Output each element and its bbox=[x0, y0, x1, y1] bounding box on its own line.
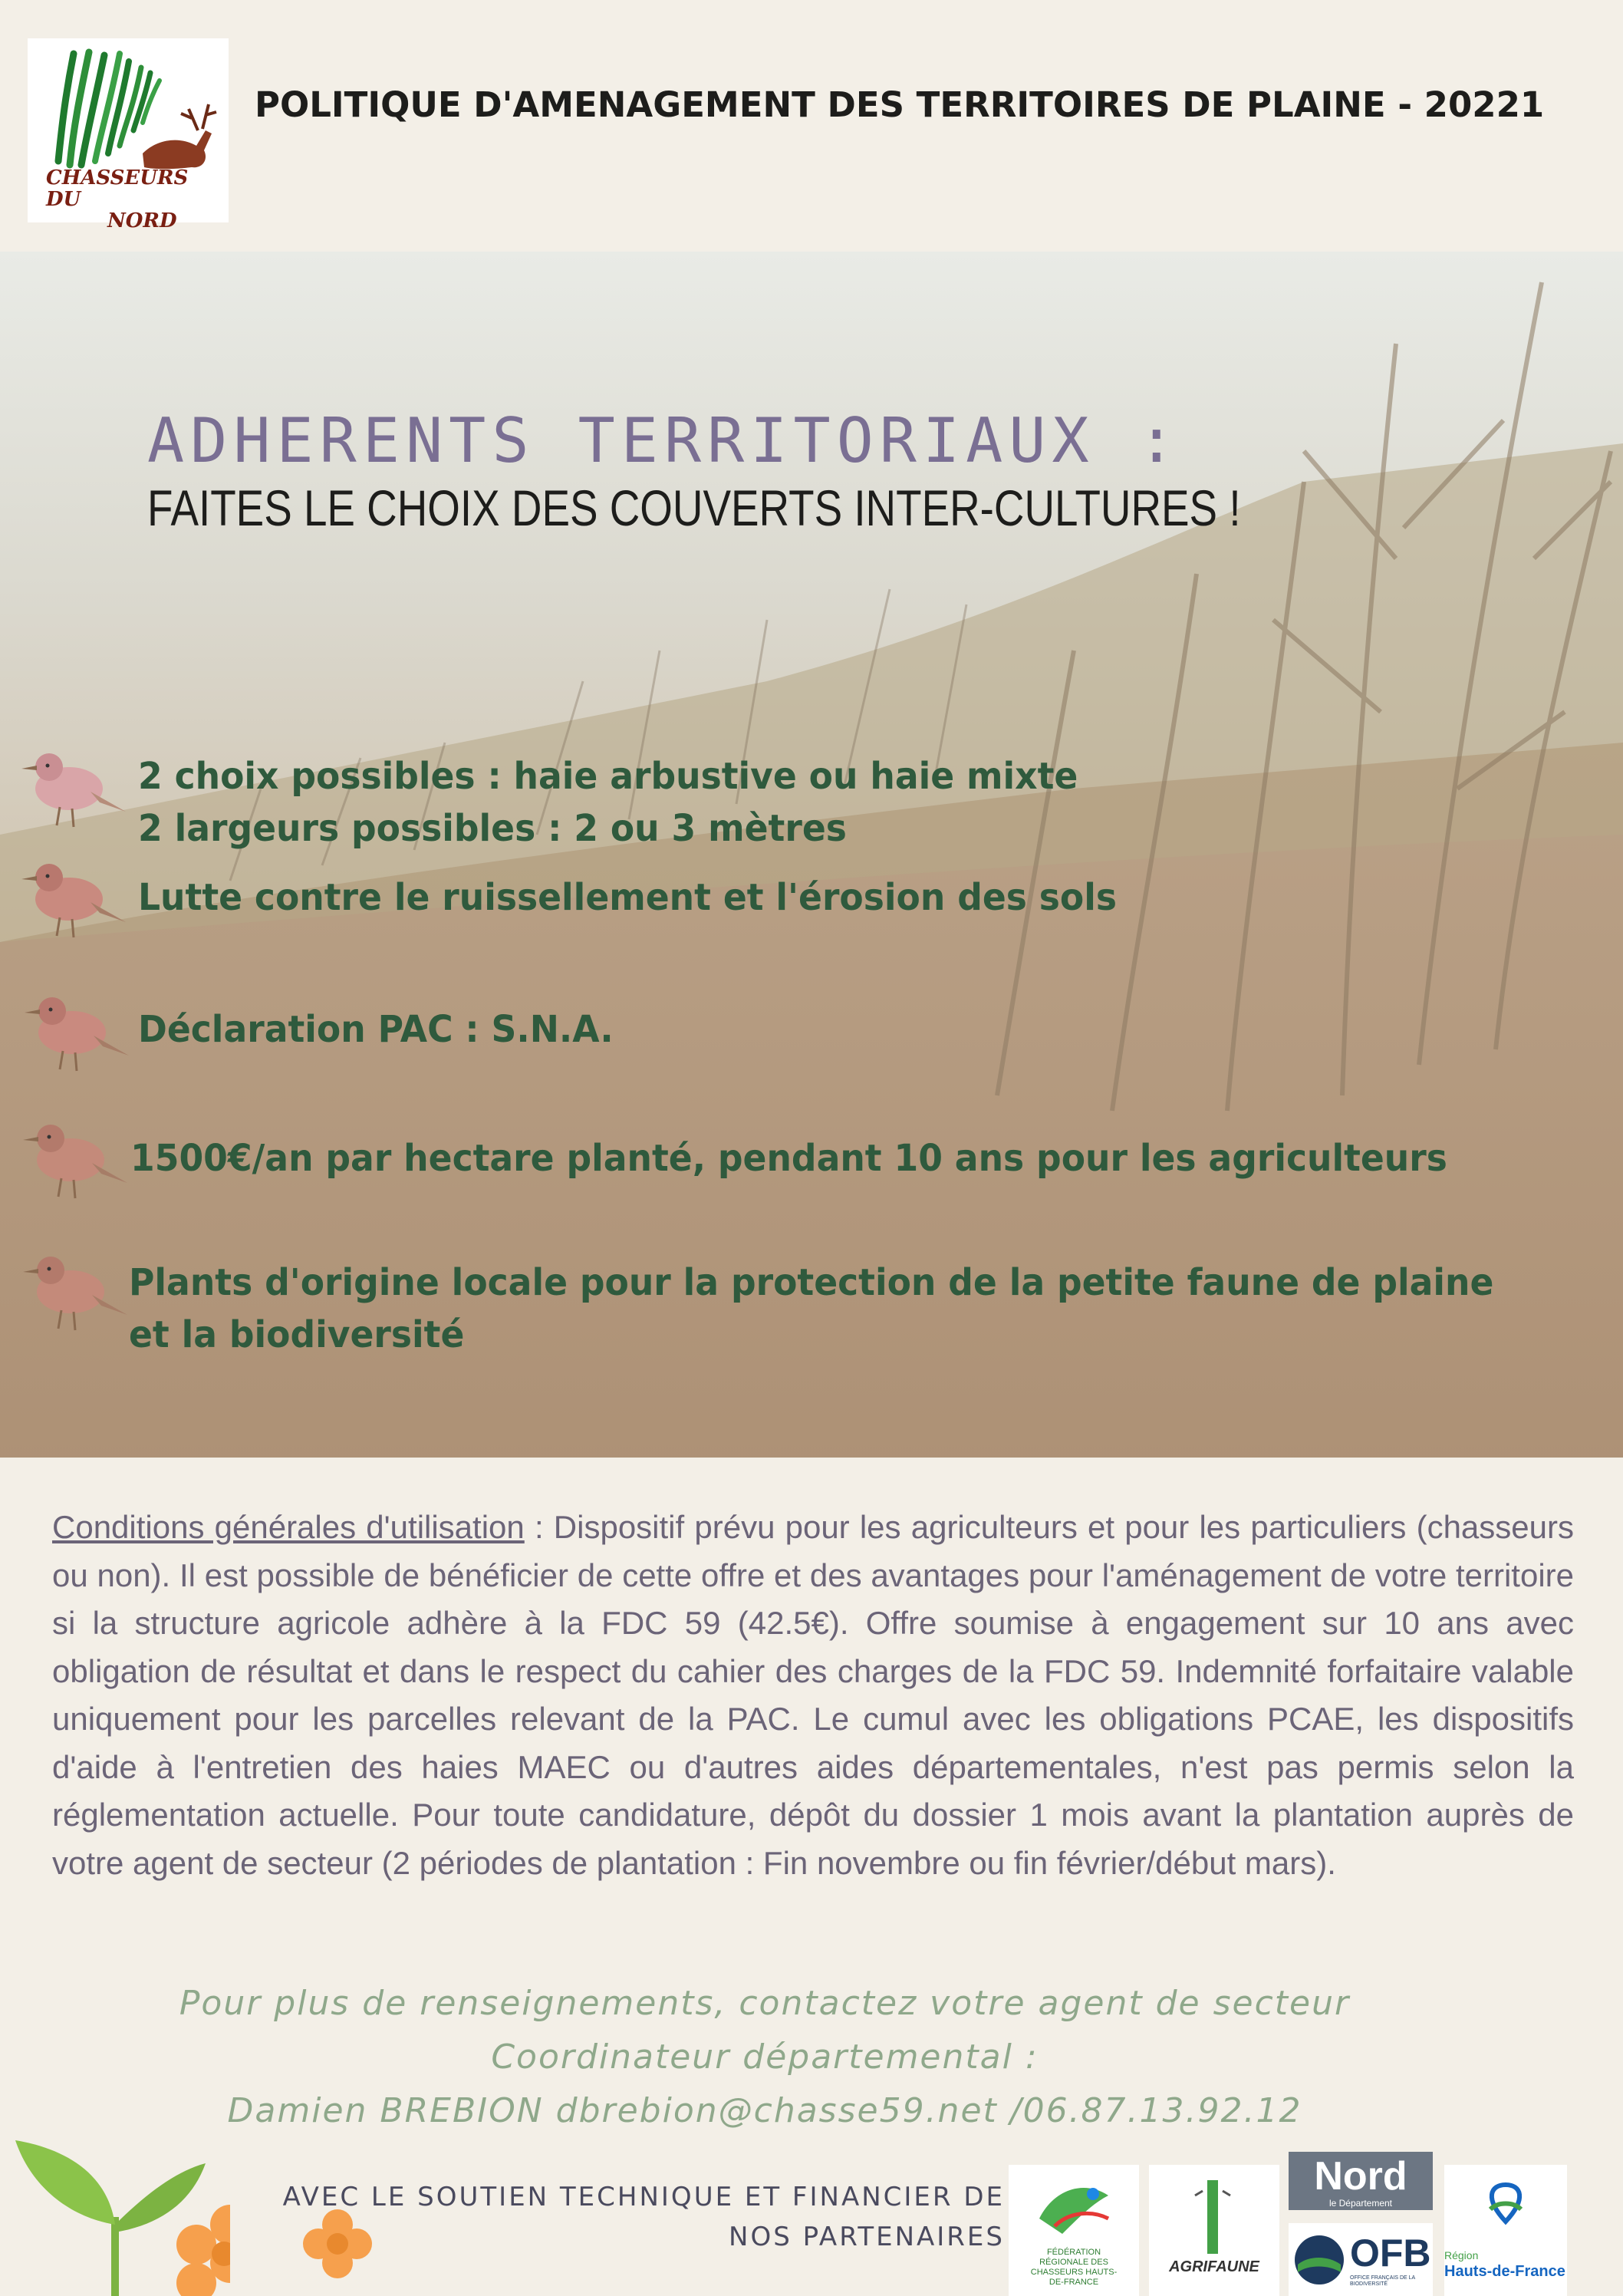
feature-line: et la biodiversité bbox=[129, 1313, 465, 1356]
region-hauts-de-france-logo bbox=[1444, 2165, 1567, 2296]
page-header bbox=[0, 0, 1623, 253]
ofb-emblem-icon bbox=[1293, 2234, 1345, 2286]
conditions-paragraph bbox=[52, 1504, 1574, 1887]
bird-icon bbox=[14, 741, 129, 832]
region-emblem-icon bbox=[1475, 2179, 1536, 2240]
chasseurs-du-nord-logo bbox=[28, 38, 229, 232]
agrifaune-emblem-icon bbox=[1149, 2165, 1279, 2257]
feature-line: Plants d'origine locale pour la protection de la petite faune de plaine bbox=[129, 1261, 1494, 1304]
feature-line: Lutte contre le ruissellement et l'érosion des sols bbox=[138, 876, 1118, 919]
conditions-label: Conditions générales d'utilisation bbox=[52, 1509, 525, 1545]
contact-line-1: Pour plus de renseignements, contactez votre agent de secteur bbox=[179, 1984, 1351, 2023]
logo-line-1: CHASSEURS DU bbox=[46, 166, 189, 211]
feature-text bbox=[138, 750, 1078, 855]
feature-text bbox=[138, 871, 1117, 924]
bird-icon bbox=[14, 852, 129, 942]
bird-icon bbox=[15, 1112, 130, 1203]
plant-flower-decoration bbox=[0, 2125, 230, 2296]
ofb-logo bbox=[1289, 2223, 1433, 2296]
agrifaune-label: AGRIFAUNE bbox=[1169, 2258, 1259, 2275]
bird-icon bbox=[17, 985, 132, 1076]
hero-section bbox=[0, 252, 1623, 1458]
logo-line-2: NORD bbox=[107, 209, 177, 232]
region-line-2: Hauts-de-France bbox=[1444, 2263, 1565, 2280]
nord-sublabel: le Département bbox=[1328, 2198, 1393, 2209]
feature-line: 1500€/an par hectare planté, pendant 10 ans pour les agriculteurs bbox=[130, 1137, 1447, 1180]
agrifaune-logo bbox=[1149, 2165, 1279, 2296]
feature-text bbox=[130, 1132, 1447, 1184]
contact-line-2: Coordinateur départemental : bbox=[491, 2037, 1039, 2077]
contact-line-3: Damien BREBION dbrebion@chasse59.net /06.87.13.92.12 bbox=[227, 2091, 1302, 2130]
feature-text bbox=[129, 1257, 1493, 1361]
bird-icon bbox=[15, 1244, 130, 1335]
partners-caption bbox=[230, 2177, 1005, 2257]
nord-label: Nord bbox=[1314, 2154, 1407, 2199]
hero-heading: ADHERENTS TERRITORIAUX : bbox=[147, 405, 1181, 476]
nord-departement-logo bbox=[1289, 2152, 1433, 2210]
frc-emblem-icon bbox=[1009, 2165, 1139, 2249]
feature-line: 2 choix possibles : haie arbustive ou haie mixte bbox=[138, 755, 1078, 798]
hero-subheading: FAITES LE CHOIX DES COUVERTS INTER-CULTURES ! bbox=[147, 479, 1241, 536]
feature-line: Déclaration PAC : S.N.A. bbox=[138, 1008, 614, 1051]
feature-line: 2 largeurs possibles : 2 ou 3 mètres bbox=[138, 807, 847, 850]
page-title: POLITIQUE D'AMENAGEMENT DES TERRITOIRES DE PLAINE - 20221 bbox=[255, 84, 1545, 125]
ofb-sublabel: OFFICE FRANÇAIS DE LA BIODIVERSITÉ bbox=[1350, 2275, 1415, 2287]
partners-line-1: AVEC LE SOUTIEN TECHNIQUE ET FINANCIER DE bbox=[282, 2182, 1005, 2212]
feature-text bbox=[138, 1003, 614, 1056]
frc-caption: FÉDÉRATION RÉGIONALE DES CHASSEURS HAUTS-DE-FRANCE bbox=[1030, 2248, 1118, 2287]
partners-line-2: NOS PARTENAIRES bbox=[729, 2222, 1005, 2252]
ofb-label: OFB bbox=[1350, 2232, 1431, 2275]
frc-hauts-de-france-logo bbox=[1009, 2165, 1139, 2296]
conditions-text: : Dispositif prévu pour les agriculteurs et pour les particuliers (chasseurs ou non). Il est possible de bénéficier de cette offre et des avantages pour l'aménagement de votre territoire si la structure agricole adhère à la FDC 59 (42.5€). Offre soumise à engagement sur 10 ans avec obligation de résultat et dans le respect du cahier des charges de la FDC 59. Indemnité forfaitaire valable uniquement pour les parcelles relevant de la PAC. Le cumul avec les obligations PCAE, les dispositifs d'aide à l'entretien des haies MAEC ou d'autres aides départementales, n'est pas permis selon la réglementation actuelle. Pour toute candidature, dépôt du dossier 1 mois avant la plantation auprès de votre agent de secteur (2 périodes de plantation : Fin novembre ou fin février/début mars). bbox=[52, 1509, 1574, 1881]
region-line-1: Région bbox=[1444, 2249, 1479, 2261]
